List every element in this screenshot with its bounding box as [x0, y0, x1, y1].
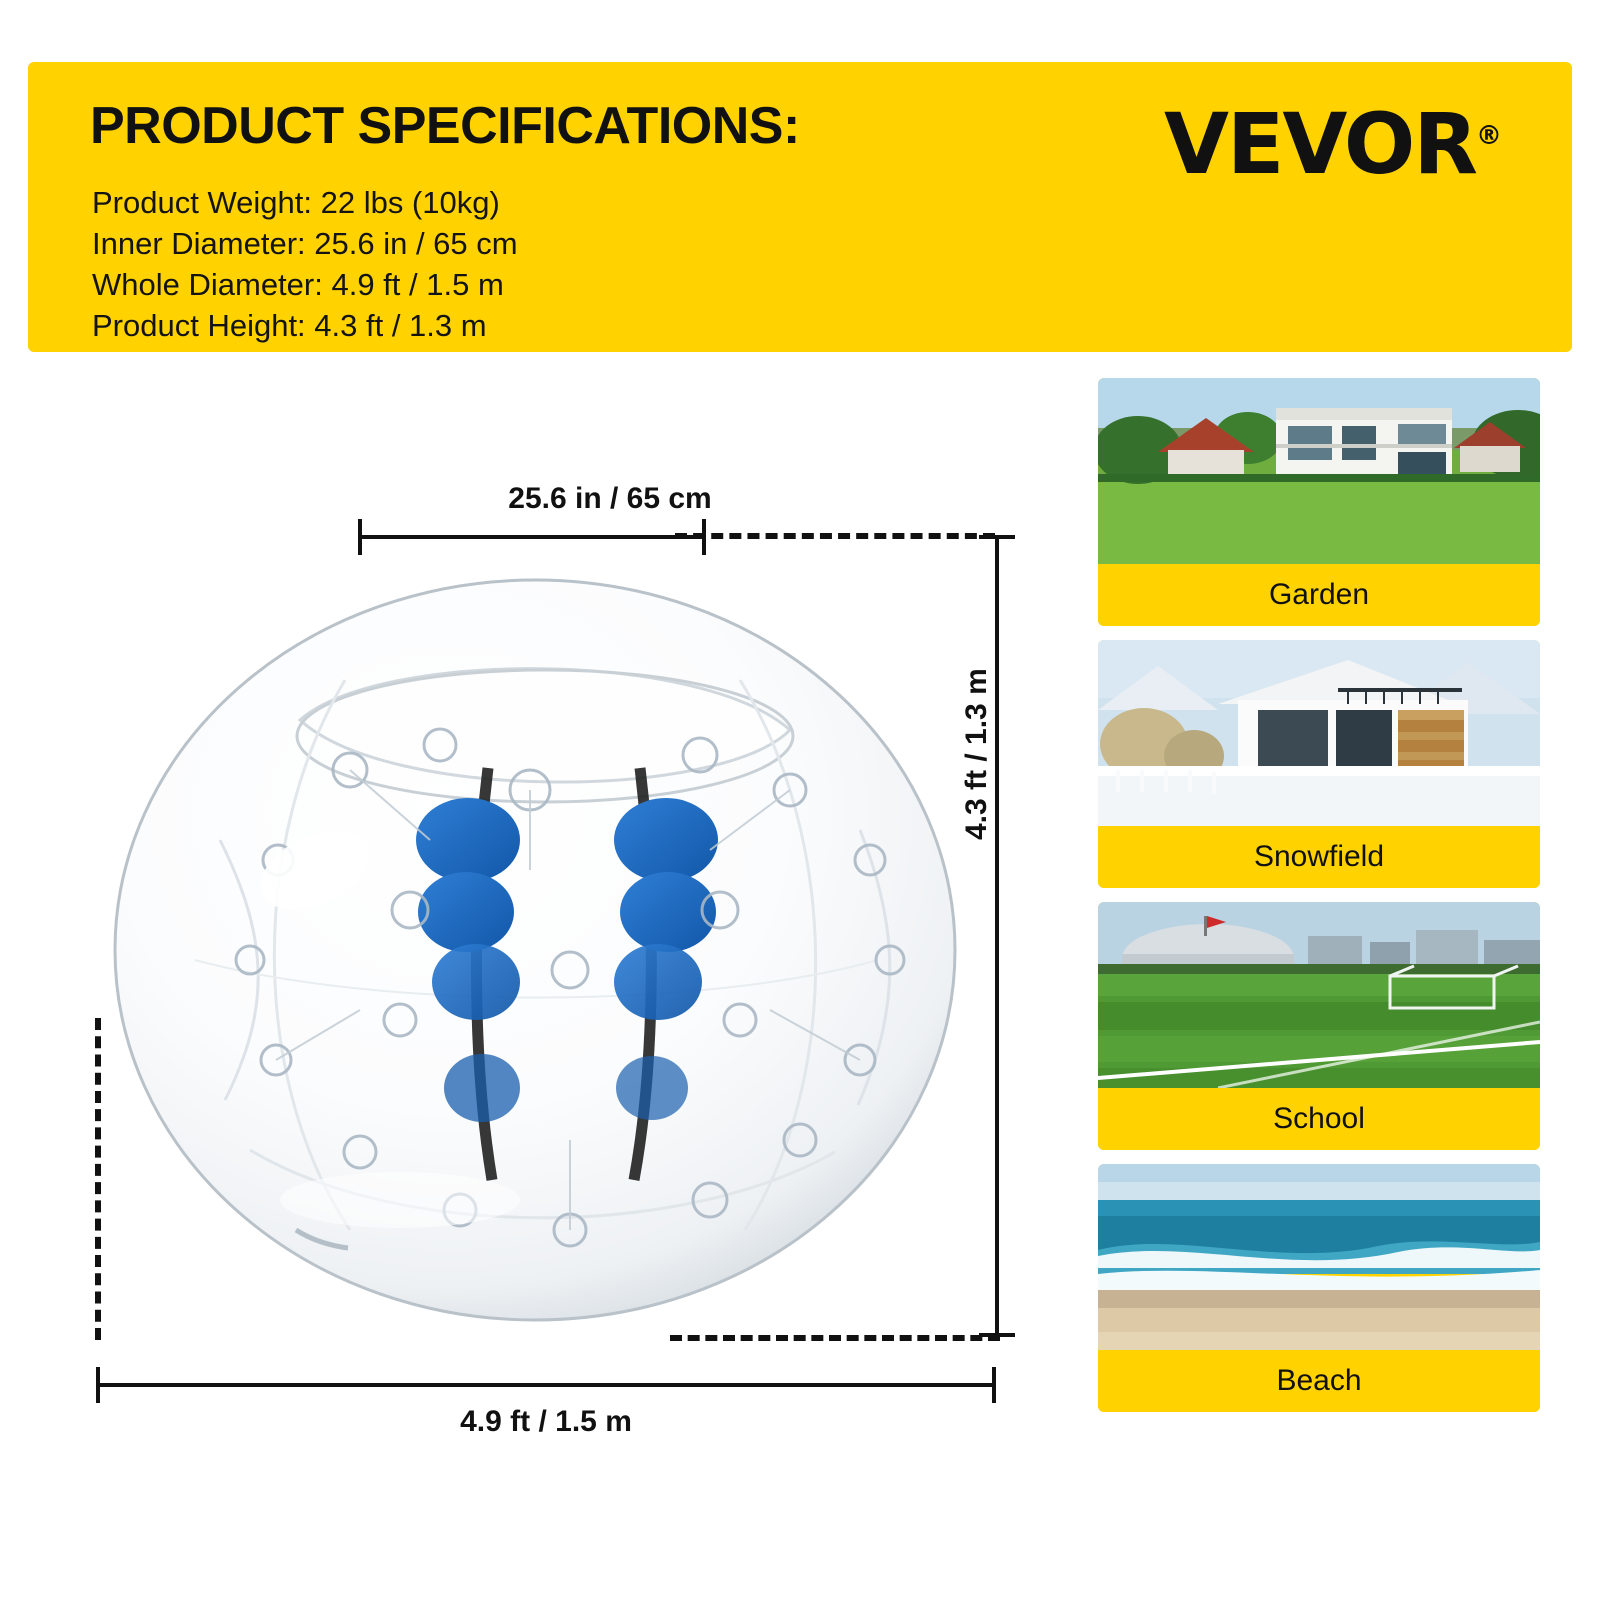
inner-diameter-dimension-label: 25.6 in / 65 cm [508, 482, 712, 515]
spec-item-inner-diameter: Inner Diameter: 25.6 in / 65 cm [92, 226, 518, 261]
scene-label-garden: Garden [1098, 564, 1540, 626]
page-title: PRODUCT SPECIFICATIONS: [90, 97, 800, 155]
height-dimension-line [995, 535, 999, 1337]
garden-photo [1098, 378, 1540, 564]
height-dimension-label: 4.3 ft / 1.3 m [960, 668, 993, 840]
snowfield-photo [1098, 640, 1540, 826]
application-scenes-list [1098, 378, 1540, 1426]
brand-logo [1163, 95, 1502, 193]
scene-card-beach [1098, 1164, 1540, 1412]
whole-diameter-dimension-line [96, 1383, 996, 1387]
dashed-guide-top [675, 533, 995, 539]
bumper-ball-image [100, 540, 970, 1340]
scene-label-snowfield: Snowfield [1098, 826, 1540, 888]
specifications-banner [28, 62, 1572, 352]
inner-diameter-dimension-line [358, 535, 706, 539]
spec-item-product-height: Product Height: 4.3 ft / 1.3 m [92, 308, 487, 343]
scene-label-school: School [1098, 1088, 1540, 1150]
brand-name: VEVOR [1163, 95, 1476, 193]
specification-list [92, 182, 518, 346]
whole-diameter-dimension-label: 4.9 ft / 1.5 m [460, 1405, 632, 1438]
product-dimension-diagram [60, 440, 1060, 1500]
school-photo [1098, 902, 1540, 1088]
registered-trademark-icon: ® [1476, 121, 1502, 151]
spec-item-weight: Product Weight: 22 lbs (10kg) [92, 185, 500, 220]
scene-card-garden [1098, 378, 1540, 626]
beach-photo [1098, 1164, 1540, 1350]
scene-card-snowfield [1098, 640, 1540, 888]
scene-card-school [1098, 902, 1540, 1150]
spec-item-whole-diameter: Whole Diameter: 4.9 ft / 1.5 m [92, 267, 504, 302]
scene-label-beach: Beach [1098, 1350, 1540, 1412]
